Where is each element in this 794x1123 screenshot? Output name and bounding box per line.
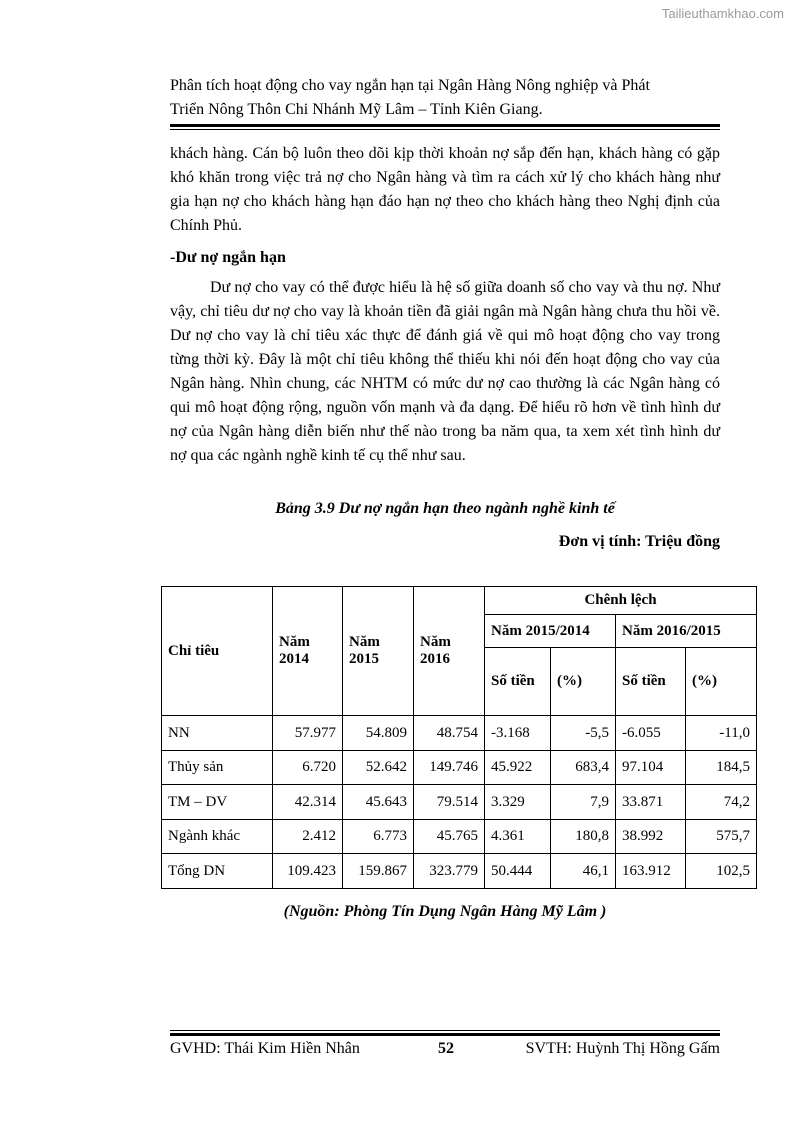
cell-pct-2: 102,5 bbox=[686, 854, 757, 889]
header-pct-2: (%) bbox=[686, 648, 757, 716]
cell-2015: 45.643 bbox=[343, 785, 414, 820]
footer-advisor: GVHD: Thái Kim Hiền Nhân bbox=[170, 1040, 360, 1057]
header-2016-2015: Năm 2016/2015 bbox=[616, 615, 757, 648]
cell-diff-1: 45.922 bbox=[485, 751, 551, 785]
cell-2014: 2.412 bbox=[273, 820, 343, 854]
header-2015-2014: Năm 2015/2014 bbox=[485, 615, 616, 648]
header-2015: Năm 2015 bbox=[343, 587, 414, 716]
cell-diff-2: 97.104 bbox=[616, 751, 686, 785]
cell-2016: 323.779 bbox=[414, 854, 485, 889]
header-2014: Năm 2014 bbox=[273, 587, 343, 716]
cell-pct-1: 46,1 bbox=[551, 854, 616, 889]
row-name: TM – DV bbox=[162, 785, 273, 820]
cell-diff-1: -3.168 bbox=[485, 716, 551, 751]
table-row bbox=[162, 785, 757, 820]
row-name: Tổng DN bbox=[162, 854, 273, 889]
row-name: Thủy sản bbox=[162, 751, 273, 785]
header-rule-thin bbox=[170, 129, 720, 130]
cell-2015: 6.773 bbox=[343, 820, 414, 854]
cell-2016: 45.765 bbox=[414, 820, 485, 854]
cell-2016: 79.514 bbox=[414, 785, 485, 820]
paragraph-2: Dư nợ cho vay có thể được hiểu là hệ số giữa doanh số cho vay và thu nợ. Như vậy, chỉ tiêu dư nợ cho vay là khoản tiền đã giải ngân mà Ngân hàng chưa thu hồi về. Dư nợ cho vay là chỉ tiêu xác thực để đánh giá về qui mô hoạt động cho vay trong từng thời kỳ. Đây là một chỉ tiêu không thể thiếu khi nói đến hoạt động cho vay của Ngân hàng. Nhìn chung, các NHTM có mức dư nợ cao thường là các Ngân hàng có qui mô hoạt động rộng, nguồn vốn mạnh và đa dạng. Để hiểu rõ hơn về tình hình dư nợ của Ngân hàng diễn biến như thế nào trong ba năm qua, ta xem xét tình hình dư nợ qua các ngành nghề kinh tế cụ thể như sau. bbox=[170, 279, 720, 464]
section-heading: -Dư nợ ngắn hạn bbox=[170, 249, 286, 266]
table-source: (Nguồn: Phòng Tín Dụng Ngân Hàng Mỹ Lâm ) bbox=[283, 903, 607, 920]
watermark: Tailieuthamkhao.com bbox=[661, 6, 784, 21]
cell-2016: 48.754 bbox=[414, 716, 485, 751]
row-name: NN bbox=[162, 716, 273, 751]
cell-pct-1: 7,9 bbox=[551, 785, 616, 820]
header-2016: Năm 2016 bbox=[414, 587, 485, 716]
cell-diff-2: 163.912 bbox=[616, 854, 686, 889]
cell-pct-2: 575,7 bbox=[686, 820, 757, 854]
footer-rule-thick bbox=[170, 1033, 720, 1036]
header-line-1: Phân tích hoạt động cho vay ngắn hạn tại Ngân Hàng Nông nghiệp và Phát bbox=[170, 77, 650, 94]
header-diff: Chênh lệch bbox=[485, 587, 757, 615]
paragraph-1: khách hàng. Cán bộ luôn theo dõi kịp thời khoản nợ sắp đến hạn, khách hàng có gặp khó khăn trong việc trả nợ cho Ngân hàng và tìm ra cách xử lý cho khách hàng như gia hạn nợ cho khách hàng hạn đáo hạn nợ theo cho khách hàng theo Nghị định của Chính Phủ. bbox=[170, 145, 720, 234]
header-indicator: Chỉ tiêu bbox=[162, 587, 273, 716]
table-row bbox=[162, 716, 757, 751]
cell-diff-1: 4.361 bbox=[485, 820, 551, 854]
cell-2016: 149.746 bbox=[414, 751, 485, 785]
cell-2014: 109.423 bbox=[273, 854, 343, 889]
debt-table bbox=[161, 586, 757, 889]
table-unit: Đơn vị tính: Triệu đồng bbox=[558, 533, 720, 550]
cell-2014: 57.977 bbox=[273, 716, 343, 751]
cell-diff-1: 50.444 bbox=[485, 854, 551, 889]
header-amount-2: Số tiền bbox=[616, 648, 686, 716]
header-rule-thick bbox=[170, 124, 720, 127]
cell-pct-1: 180,8 bbox=[551, 820, 616, 854]
body-text bbox=[170, 142, 720, 468]
cell-2015: 54.809 bbox=[343, 716, 414, 751]
table-row-total bbox=[162, 854, 757, 889]
header-line-2: Triển Nông Thôn Chi Nhánh Mỹ Lâm – Tỉnh Kiên Giang. bbox=[170, 101, 543, 118]
cell-pct-2: 184,5 bbox=[686, 751, 757, 785]
cell-diff-2: -6.055 bbox=[616, 716, 686, 751]
cell-2015: 159.867 bbox=[343, 854, 414, 889]
table-row bbox=[162, 751, 757, 785]
cell-diff-2: 33.871 bbox=[616, 785, 686, 820]
cell-pct-1: -5,5 bbox=[551, 716, 616, 751]
row-name: Ngành khác bbox=[162, 820, 273, 854]
page-number: 52 bbox=[438, 1040, 454, 1057]
page-header bbox=[170, 74, 720, 122]
header-amount-1: Số tiền bbox=[485, 648, 551, 716]
footer-student: SVTH: Huỳnh Thị Hồng Gấm bbox=[525, 1040, 720, 1057]
header-pct-1: (%) bbox=[551, 648, 616, 716]
footer-rule-thin bbox=[170, 1030, 720, 1031]
cell-diff-1: 3.329 bbox=[485, 785, 551, 820]
cell-pct-2: -11,0 bbox=[686, 716, 757, 751]
cell-2014: 6.720 bbox=[273, 751, 343, 785]
table-row bbox=[162, 820, 757, 854]
table-caption: Bảng 3.9 Dư nợ ngắn hạn theo ngành nghề kinh tế bbox=[275, 500, 615, 517]
cell-pct-1: 683,4 bbox=[551, 751, 616, 785]
cell-2015: 52.642 bbox=[343, 751, 414, 785]
cell-2014: 42.314 bbox=[273, 785, 343, 820]
cell-pct-2: 74,2 bbox=[686, 785, 757, 820]
cell-diff-2: 38.992 bbox=[616, 820, 686, 854]
